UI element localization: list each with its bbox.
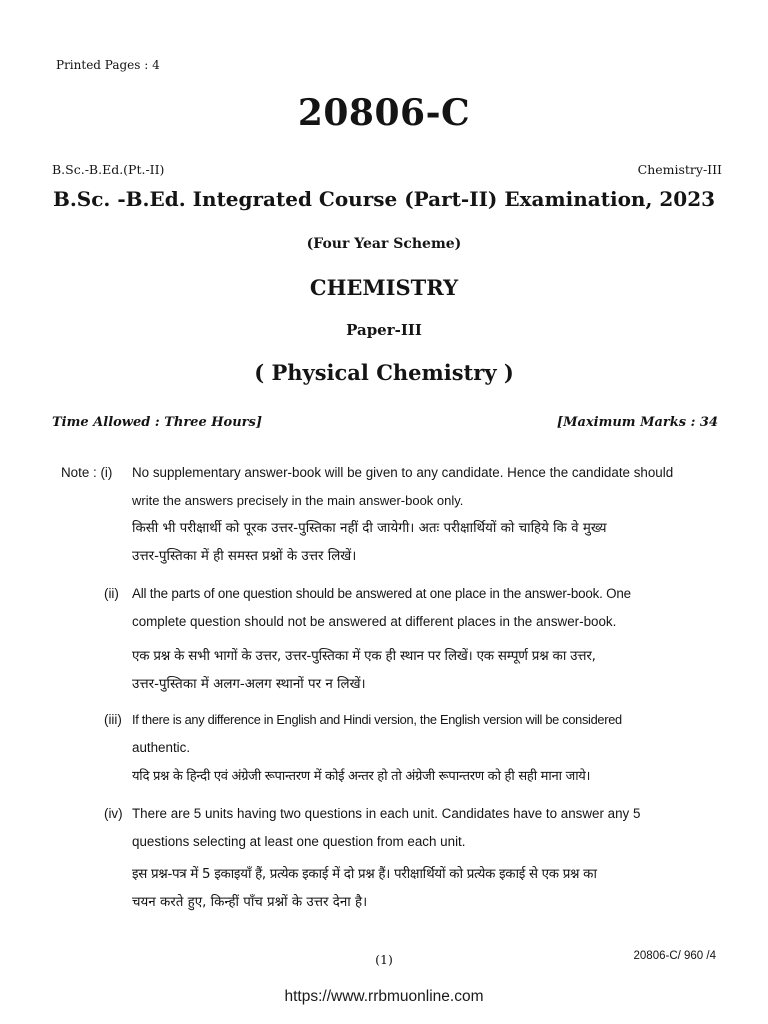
note-iv-english-line-1: There are 5 units having two questions in each unit. Candidates have to answer any 5 <box>132 806 641 821</box>
note-ii-hindi-line-1: एक प्रश्न के सभी भागों के उत्तर, उत्तर-पुस्तिका में एक ही स्थान पर लिखें। एक सम्पूर्ण प्रश्न का उत्तर, <box>132 649 596 664</box>
note-iv-hindi-line-2: चयन करते हुए, किन्हीं पाँच प्रश्नों के उत्तर देना है। <box>132 895 368 910</box>
note-iii-hindi-line-1: यदि प्रश्न के हिन्दी एवं अंग्रेजी रूपान्तरण में कोई अन्तर हो तो अंग्रेजी रूपान्तरण को ही सही माना जाये। <box>132 769 591 784</box>
note-iv-english-line-2: questions selecting at least one question from each unit. <box>132 834 466 849</box>
subject-title: CHEMISTRY <box>309 275 459 300</box>
note-ii-english-line-1: All the parts of one question should be answered at one place in the answer-book. One <box>132 586 631 601</box>
exam-title: B.Sc. -B.Ed. Integrated Course (Part-II) Examination, 2023 <box>52 187 716 211</box>
scheme: (Four Year Scheme) <box>306 236 462 252</box>
note-iii-english-line-2: authentic. <box>132 740 191 755</box>
footer-paper-code: 20806-C/ 960 /4 <box>633 950 716 962</box>
note-i-hindi-line-1: किसी भी परीक्षार्थी को पूरक उत्तर-पुस्तिका नहीं दी जायेगी। अतः परीक्षार्थियों को चाहिये कि वे मुख्य <box>132 521 607 536</box>
time-allowed: Time Allowed : Three Hours] <box>52 415 262 430</box>
printed-pages: Printed Pages : 4 <box>56 58 160 72</box>
note-ii-english-line-2: complete question should not be answered at different places in the answer-book. <box>132 614 617 629</box>
note-iv-hindi-line-1: इस प्रश्न-पत्र में 5 इकाइयाँ हैं, प्रत्येक इकाई में दो प्रश्न हैं। परीक्षार्थियों को प्रत्येक इकाई से एक प्रश्न का <box>132 867 597 882</box>
subject-short: Chemistry-III <box>637 162 722 177</box>
page-number: (1) <box>375 952 393 967</box>
note-iii-english-line-1: If there is any difference in English and Hindi version, the English version will be considered <box>132 712 622 727</box>
maximum-marks: [Maximum Marks : 34 <box>556 415 718 430</box>
note-label: Note : (i) <box>61 465 113 480</box>
note-i-hindi-line-2: उत्तर-पुस्तिका में ही समस्त प्रश्नों के उत्तर लिखें। <box>132 549 357 564</box>
course-short: B.Sc.-B.Ed.(Pt.-II) <box>52 162 165 177</box>
note-ii-hindi-line-2: उत्तर-पुस्तिका में अलग-अलग स्थानों पर न लिखें। <box>132 677 366 692</box>
note-i-english-line-2: write the answers precisely in the main answer-book only. <box>132 493 464 508</box>
note-iii-numeral: (iii) <box>104 712 122 727</box>
note-i-english-line-1: No supplementary answer-book will be given to any candidate. Hence the candidate should <box>132 465 674 480</box>
paper-code: 20806-C <box>297 92 471 134</box>
paper-number: Paper-III <box>346 321 422 339</box>
note-iv-numeral: (iv) <box>104 806 123 821</box>
paper-name: ( Physical Chemistry ) <box>254 360 514 385</box>
note-ii-numeral: (ii) <box>104 586 119 601</box>
website-url[interactable]: https://www.rrbmuonline.com <box>284 988 484 1005</box>
